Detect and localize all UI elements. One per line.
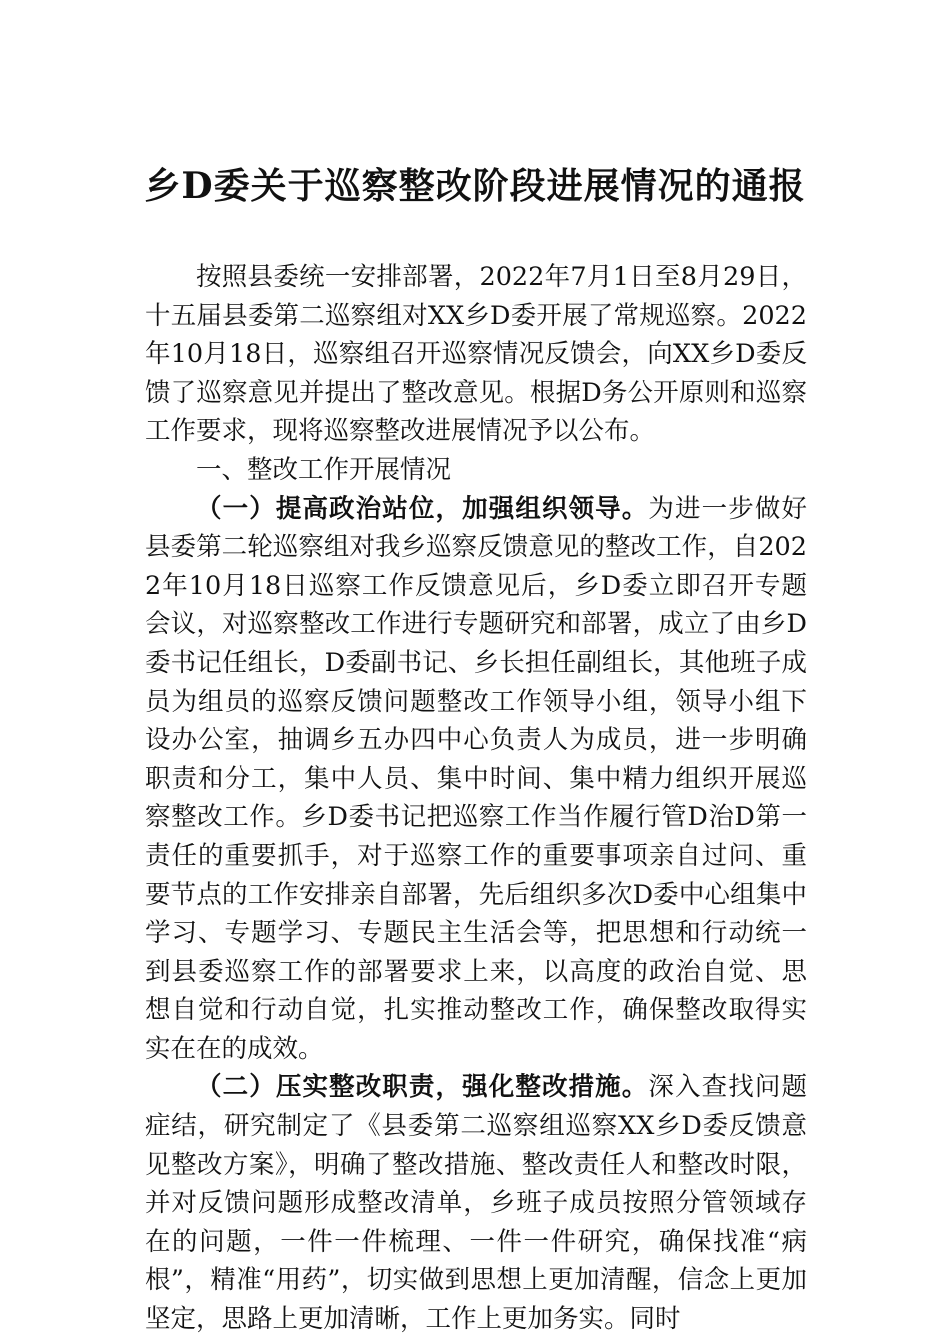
- section-heading-1: 一、整改工作开展情况: [196, 454, 452, 485]
- item-2-heading: （二）压实整改职责，强化整改措施。: [196, 1072, 649, 1103]
- document-body: [145, 258, 807, 1339]
- document-title: 乡D委关于巡察整改阶段进展情况的通报: [144, 165, 806, 207]
- item-1-heading: （一）提高政治站位，加强组织领导。: [196, 493, 649, 524]
- item-2-paragraph: [145, 1068, 807, 1338]
- item-1-paragraph: [145, 490, 807, 1069]
- item-1-body: 为进一步做好县委第二轮巡察组对我乡巡察反馈意见的整改工作，自2022年10月18日巡察工作反馈意见后，乡D委立即召开专题会议，对巡察整改工作进行专题研究和部署，成立了由乡D委书记任组长，D委副书记、乡长担任副组长，其他班子成员为组员的巡察反馈问题整改工作领导小组，领导小组下设办公室，抽调乡五办四中心负责人为成员，进一步明确职责和分工，集中人员、集中时间、集中精力组织开展巡察整改工作。乡D委书记把巡察工作当作履行管D治D第一责任的重要抓手，对于巡察工作的重要事项亲自过问、重要节点的工作安排亲自部署，先后组织多次D委中心组集中学习、专题学习、专题民主生活会等，把思想和行动统一到县委巡察工作的部署要求上来，以高度的政治自觉、思想自觉和行动自觉，扎实推动整改工作，确保整改取得实实在在的成效。: [145, 493, 807, 1064]
- intro-paragraph: 按照县委统一安排部署，2022年7月1日至8月29日，十五届县委第二巡察组对XX乡D委开展了常规巡察。2022年10月18日，巡察组召开巡察情况反馈会，向XX乡D委反馈了巡察意见并提出了整改意见。根据D务公开原则和巡察工作要求，现将巡察整改进展情况予以公布。: [145, 262, 807, 447]
- item-2-body: 深入查找问题症结，研究制定了《县委第二巡察组巡察XX乡D委反馈意见整改方案》，明确了整改措施、整改责任人和整改时限，并对反馈问题形成整改清单，乡班子成员按照分管领域存在的问题，一件一件梳理、一件一件研究，确保找准“病根”，精准“用药”，切实做到思想上更加清醒，信念上更加坚定，思路上更加清晰，工作上更加务实。同时: [145, 1072, 807, 1335]
